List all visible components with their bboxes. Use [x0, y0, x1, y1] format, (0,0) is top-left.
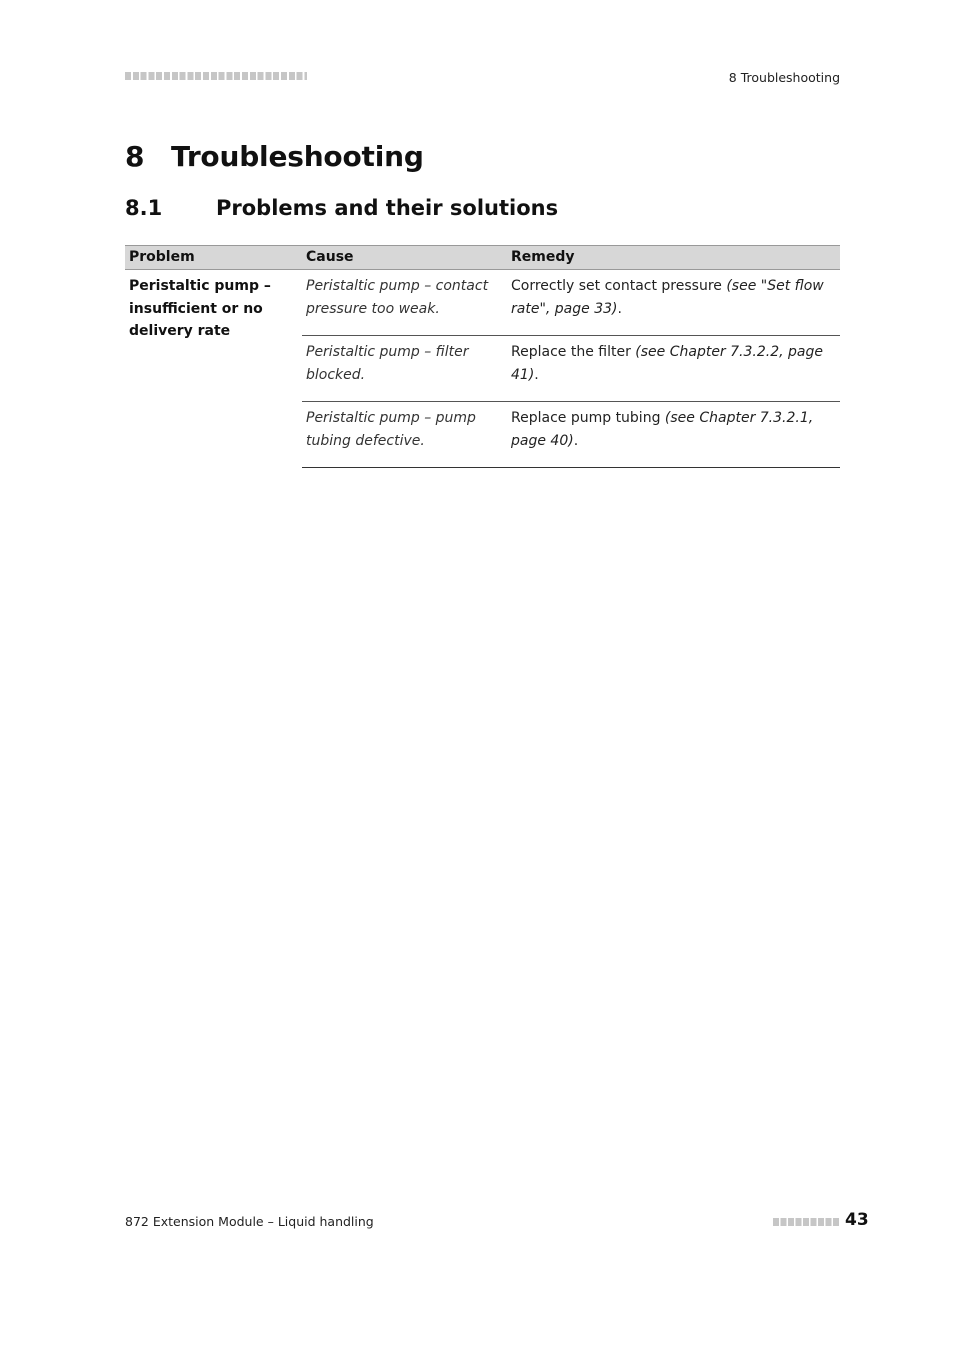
remedy-cell — [507, 402, 840, 468]
table-header-row — [125, 246, 840, 270]
remedy-text: Replace pump tubing — [511, 410, 665, 426]
chapter-title-text: Troubleshooting — [171, 140, 424, 173]
remedy-cell — [507, 336, 840, 402]
remedy-end: . — [573, 432, 579, 449]
footer-document-title: 872 Extension Module – Liquid handling — [125, 1214, 374, 1229]
column-header-remedy: Remedy — [507, 246, 840, 270]
running-header: 8 Troubleshooting — [728, 70, 840, 85]
cause-cell: Peristaltic pump – filter blocked. — [302, 336, 507, 402]
cause-cell: Peristaltic pump – pump tubing defective. — [302, 402, 507, 468]
footer-decoration — [773, 1218, 840, 1226]
column-header-problem: Problem — [125, 246, 302, 270]
section-title — [125, 196, 558, 220]
table-row — [125, 270, 840, 336]
remedy-text: Replace the filter — [511, 344, 636, 360]
chapter-title — [125, 140, 424, 173]
remedy-end: . — [617, 300, 622, 317]
cause-cell: Peristaltic pump – contact pressure too weak. — [306, 278, 489, 317]
section-title-text: Problems and their solutions — [216, 196, 559, 220]
problem-cell: Peristaltic pump – insufficient or no delivery rate — [129, 278, 271, 339]
column-header-cause: Cause — [302, 246, 507, 270]
chapter-number: 8 — [125, 140, 145, 173]
section-number: 8.1 — [125, 196, 163, 220]
troubleshooting-table — [125, 245, 840, 468]
remedy-reference: (see Chapter 7.3.2.1, page 40) — [511, 410, 814, 449]
remedy-reference: (see Chapter 7.3.2.2, page 41) — [511, 344, 823, 383]
remedy-reference: (see "Set flow rate", page 33) — [511, 278, 824, 317]
header-decoration — [125, 72, 307, 80]
page-number: 43 — [845, 1210, 869, 1230]
remedy-end: . — [534, 366, 539, 383]
remedy-cell — [507, 270, 840, 336]
remedy-text: Correctly set contact pressure — [511, 278, 727, 294]
